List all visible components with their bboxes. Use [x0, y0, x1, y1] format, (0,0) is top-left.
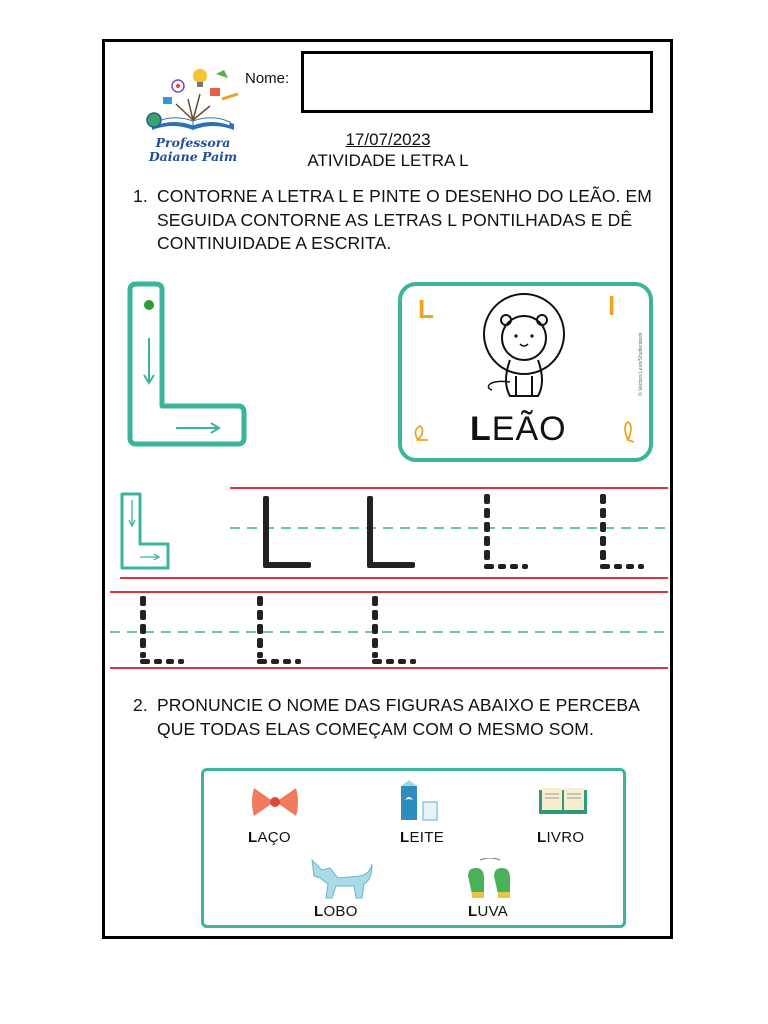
teacher-logo [138, 64, 248, 176]
dotted-letter-l-1 [263, 496, 311, 568]
word-luva [468, 903, 508, 920]
photo-credit: © Vectors Leon/Shutterstock [638, 332, 644, 396]
date: 17/07/2023 [345, 130, 431, 149]
logo-line-2: Daiane Paim [148, 149, 238, 164]
word-livro-first: L [537, 829, 547, 846]
question-1 [133, 185, 653, 256]
word-laco-rest: AÇO [257, 829, 291, 846]
word-lobo-rest: OBO [323, 903, 358, 920]
right-arrow-icon [176, 423, 219, 433]
word-leite [400, 829, 444, 846]
word-leite-rest: EITE [409, 829, 445, 846]
dotted-letter-l-6 [257, 596, 301, 664]
name-field[interactable] [301, 51, 653, 113]
question-1-text: CONTORNE A LETRA L E PINTE O DESENHO DO LEÃO. EM SEGUIDA CONTORNE AS LETRAS L PONTILHADAS E DÊ CONTINUIDADE A ESCRITA. [157, 186, 652, 253]
name-label [245, 70, 289, 87]
down-arrow-icon [144, 338, 154, 383]
word-leite-first: L [400, 829, 410, 846]
dotted-letter-l-7 [372, 596, 416, 664]
name-label-text: Nome [245, 70, 286, 87]
word-luva-rest: UVA [477, 903, 509, 920]
milk-icon [397, 780, 447, 824]
word-laco [248, 829, 291, 846]
glove-icon [464, 858, 518, 902]
question-2-number: 2. [133, 695, 148, 715]
book-icon [537, 786, 589, 816]
name-colon: : [285, 70, 290, 87]
wolf-icon [308, 856, 374, 900]
activity-title: ATIVIDADE LETRA L [307, 151, 469, 170]
dotted-letter-l-3 [484, 494, 528, 569]
word-livro [537, 829, 584, 846]
card-word-leao [470, 410, 567, 449]
card-word-first-letter: L [470, 410, 492, 448]
word-livro-rest: IVRO [546, 829, 585, 846]
logo-text [138, 136, 248, 164]
dotted-letter-l-2 [367, 496, 415, 568]
question-2-text: PRONUNCIE O NOME DAS FIGURAS ABAIXO E PERCEBA QUE TODAS ELAS COMEÇAM COM O MESMO SOM. [157, 695, 639, 739]
dotted-letter-l-4 [600, 494, 644, 569]
dotted-letter-l-5 [140, 596, 184, 664]
card-word-rest: EÃO [491, 410, 567, 448]
word-lobo-first: L [314, 903, 324, 920]
question-2 [133, 694, 653, 741]
start-dot [144, 300, 154, 310]
question-1-number: 1. [133, 186, 148, 206]
bow-icon [250, 784, 300, 820]
card-letter-lower: l [608, 291, 616, 321]
word-luva-first: L [468, 903, 478, 920]
word-laco-first: L [248, 829, 258, 846]
logo-line-1: Professora [155, 135, 231, 150]
word-lobo [314, 903, 358, 920]
book-tree-icon [138, 64, 248, 136]
card-letter-upper: L [418, 294, 434, 324]
